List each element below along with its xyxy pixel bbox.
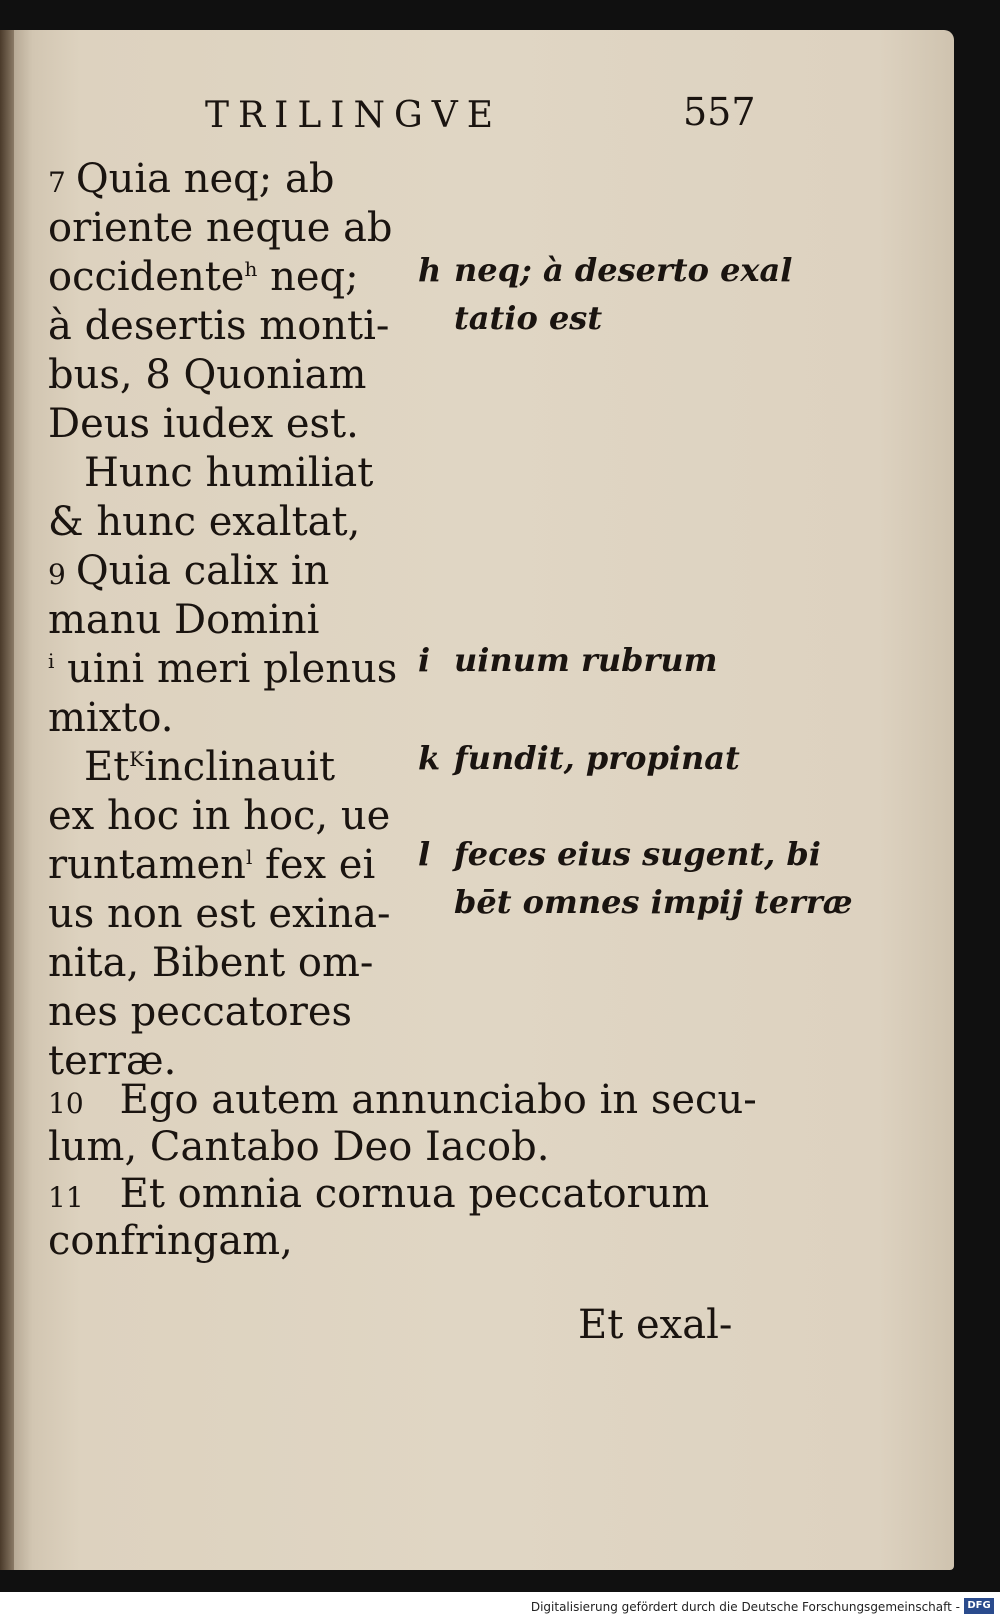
line-text: à desertis monti- <box>48 303 390 349</box>
gloss-line: tatio est <box>454 299 603 337</box>
text-line <box>48 547 388 596</box>
line-text: Ego autem annunciabo in secu- <box>119 1077 757 1123</box>
gloss-h <box>418 246 792 342</box>
text-line <box>48 449 388 498</box>
text-line <box>48 694 388 743</box>
verse-number: 11 <box>48 1181 84 1214</box>
gloss-line: uinum rubrum <box>454 641 718 679</box>
gloss-key: k <box>418 739 441 777</box>
line-text: neq; <box>257 254 359 300</box>
text-line <box>48 1218 768 1265</box>
line-text: manu Domini <box>48 597 320 643</box>
gloss-marker: l <box>245 845 253 869</box>
gloss-line: neq; à deserto exal <box>454 251 793 289</box>
gloss-key: h <box>418 251 442 289</box>
line-text: nes peccatores <box>48 989 353 1035</box>
text-line <box>48 890 391 939</box>
line-text: us non est exina- <box>48 891 391 937</box>
text-line <box>48 1077 768 1124</box>
text-line <box>48 400 388 449</box>
verse-number: 7 <box>48 166 66 199</box>
line-text: occidente <box>48 254 245 300</box>
text-line <box>48 498 388 547</box>
verse-number: 10 <box>48 1087 84 1120</box>
gloss-line: bēt omnes impij terræ <box>454 883 853 921</box>
catchword: Et exal- <box>578 1302 733 1348</box>
gloss-line: fundit, propinat <box>454 739 740 777</box>
text-line <box>48 743 388 792</box>
running-head: TRILINGVE <box>205 95 502 136</box>
line-text: Quia calix in <box>75 548 330 594</box>
digitization-footer <box>0 1592 1000 1622</box>
line-text: terræ. <box>48 1038 177 1084</box>
line-text: inclinauit <box>144 744 336 790</box>
line-text: & hunc exaltat, <box>48 499 361 545</box>
line-text: Et <box>84 744 130 790</box>
text-line <box>48 939 388 988</box>
text-line <box>48 253 388 302</box>
gloss-i <box>418 636 717 684</box>
text-line <box>48 351 388 400</box>
text-line <box>48 204 393 253</box>
line-text: Quia neq; ab <box>75 156 335 202</box>
text-line <box>48 988 388 1037</box>
wide-text-block <box>48 1077 768 1265</box>
text-line <box>48 645 398 694</box>
line-text: fex ei <box>252 842 376 888</box>
page-number: 557 <box>683 90 756 134</box>
line-text: confringam, <box>48 1218 293 1264</box>
gloss-key: i <box>418 641 431 679</box>
line-text: Hunc humiliat <box>84 450 374 496</box>
verse-number: 9 <box>48 558 66 591</box>
line-text: uini meri plenus <box>54 646 398 692</box>
text-line <box>48 1124 768 1171</box>
gloss-key: l <box>418 835 431 873</box>
line-text: runtamen <box>48 842 246 888</box>
line-text: nita, Bibent om- <box>48 940 374 986</box>
line-text: bus, 8 Quoniam <box>48 352 367 398</box>
dfg-logo: DFG <box>964 1598 994 1614</box>
gloss-marker: h <box>244 257 258 281</box>
line-text: oriente neque ab <box>48 205 393 251</box>
gloss-line: feces eius sugent, bi <box>454 835 821 873</box>
line-text: Deus iudex est. <box>48 401 359 447</box>
text-line <box>48 841 388 890</box>
text-line <box>48 155 388 204</box>
gloss-l <box>418 830 853 926</box>
text-line <box>48 792 391 841</box>
text-line <box>48 596 388 645</box>
gloss-marker: i <box>48 649 55 673</box>
main-text-column <box>48 155 398 1086</box>
text-line <box>48 1171 768 1218</box>
footer-credit: Digitalisierung gefördert durch die Deutsche Forschungsgemeinschaft - <box>530 1600 960 1614</box>
line-text: ex hoc in hoc, ue <box>48 793 391 839</box>
gloss-marker: K <box>129 747 145 771</box>
gloss-k <box>418 734 740 782</box>
page-spine-shadow <box>0 30 14 1570</box>
line-text: Et omnia cornua peccatorum <box>119 1171 710 1217</box>
text-line <box>48 302 388 351</box>
line-text: mixto. <box>48 695 174 741</box>
line-text: lum, Cantabo Deo Iacob. <box>48 1124 550 1170</box>
